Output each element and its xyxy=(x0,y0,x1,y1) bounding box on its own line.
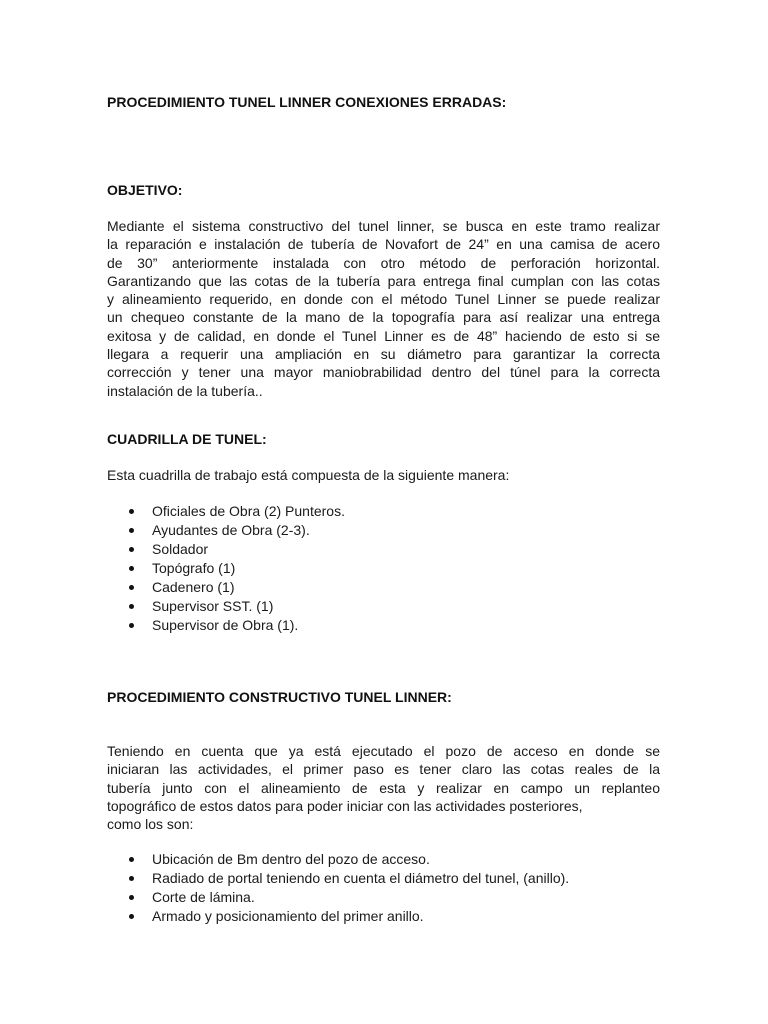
section-heading-cuadrilla: CUADRILLA DE TUNEL: xyxy=(107,431,267,447)
paragraph-line: Garantizando que las cotas de la tubería para entrega final cumplan con las cotas xyxy=(107,272,660,289)
list-item xyxy=(107,616,667,635)
list-item-text: Ayudantes de Obra (2-3). xyxy=(152,522,310,538)
bullet-list-cuadrilla xyxy=(107,502,667,635)
paragraph-line: tubería junto con el alineamiento de esta y realizar en campo un replanteo xyxy=(107,779,660,796)
bullet-icon xyxy=(129,876,134,881)
section-heading-procedimiento: PROCEDIMIENTO CONSTRUCTIVO TUNEL LINNER: xyxy=(107,689,452,705)
list-item-text: Topógrafo (1) xyxy=(152,560,236,576)
bullet-icon xyxy=(129,585,134,590)
list-item-text: Soldador xyxy=(152,541,209,557)
list-item-text: Supervisor SST. (1) xyxy=(152,598,274,614)
bullet-icon xyxy=(129,895,134,900)
bullet-icon xyxy=(129,604,134,609)
paragraph-line: llegara a requerir una ampliación en su diámetro para garantizar la correcta xyxy=(107,346,660,363)
list-item xyxy=(107,540,667,559)
paragraph-line: como los son: xyxy=(107,816,194,833)
bullet-icon xyxy=(129,528,134,533)
list-item xyxy=(107,502,667,521)
list-item xyxy=(107,850,667,869)
paragraph-line: iniciaran las actividades, el primer paso es tener claro las cotas reales de la xyxy=(107,761,660,778)
bullet-icon xyxy=(129,509,134,514)
bullet-icon xyxy=(129,547,134,552)
bullet-icon xyxy=(129,566,134,571)
paragraph-procedimiento xyxy=(107,742,660,833)
bullet-list-procedimiento xyxy=(107,850,667,926)
list-item-text: Ubicación de Bm dentro del pozo de acceso. xyxy=(152,851,430,867)
paragraph-line: la reparación e instalación de tubería de Novafort de 24” en una camisa de acero xyxy=(107,236,660,253)
list-item xyxy=(107,521,667,540)
paragraph-line: Mediante el sistema constructivo del tunel linner, se busca en este tramo realizar xyxy=(107,218,660,234)
paragraph-cuadrilla-intro: Esta cuadrilla de trabajo está compuesta de la siguiente manera: xyxy=(107,467,510,483)
list-item-text: Corte de lámina. xyxy=(152,889,255,905)
list-item xyxy=(107,597,667,616)
list-item-text: Supervisor de Obra (1). xyxy=(152,617,299,633)
bullet-icon xyxy=(129,914,134,919)
paragraph-line: un chequeo constante de la mano de la topografía para así realizar una entrega xyxy=(107,309,660,326)
list-item xyxy=(107,888,667,907)
bullet-icon xyxy=(129,623,134,628)
document-title: PROCEDIMIENTO TUNEL LINNER CONEXIONES ERRADAS: xyxy=(107,94,507,110)
paragraph-line: Teniendo en cuenta que ya está ejecutado el pozo de acceso en donde se xyxy=(107,743,660,759)
list-item-text: Radiado de portal teniendo en cuenta el diámetro del tunel, (anillo). xyxy=(152,870,570,886)
paragraph-line: de 30” anteriormente instalada con otro método de perforación horizontal. xyxy=(107,254,660,271)
list-item xyxy=(107,907,667,926)
section-heading-objetivo: OBJETIVO: xyxy=(107,182,183,198)
paragraph-objetivo xyxy=(107,217,660,400)
list-item xyxy=(107,559,667,578)
list-item xyxy=(107,869,667,888)
paragraph-line: exitosa y de calidad, en donde el Tunel Linner es de 48” haciendo de esto si se xyxy=(107,327,660,344)
list-item-text: Cadenero (1) xyxy=(152,579,235,595)
paragraph-line: corrección y tener una mayor maniobrabilidad dentro del túnel para la correcta xyxy=(107,364,660,381)
paragraph-line: topográfico de estos datos para poder iniciar con las actividades posteriores, xyxy=(107,797,583,814)
bullet-icon xyxy=(129,857,134,862)
paragraph-line: instalación de la tubería.. xyxy=(107,382,263,399)
list-item-text: Armado y posicionamiento del primer anillo. xyxy=(152,908,424,924)
paragraph-line: y alineamiento requerido, en donde con el método Tunel Linner se puede realizar xyxy=(107,291,660,308)
list-item-text: Oficiales de Obra (2) Punteros. xyxy=(152,503,345,519)
list-item xyxy=(107,578,667,597)
